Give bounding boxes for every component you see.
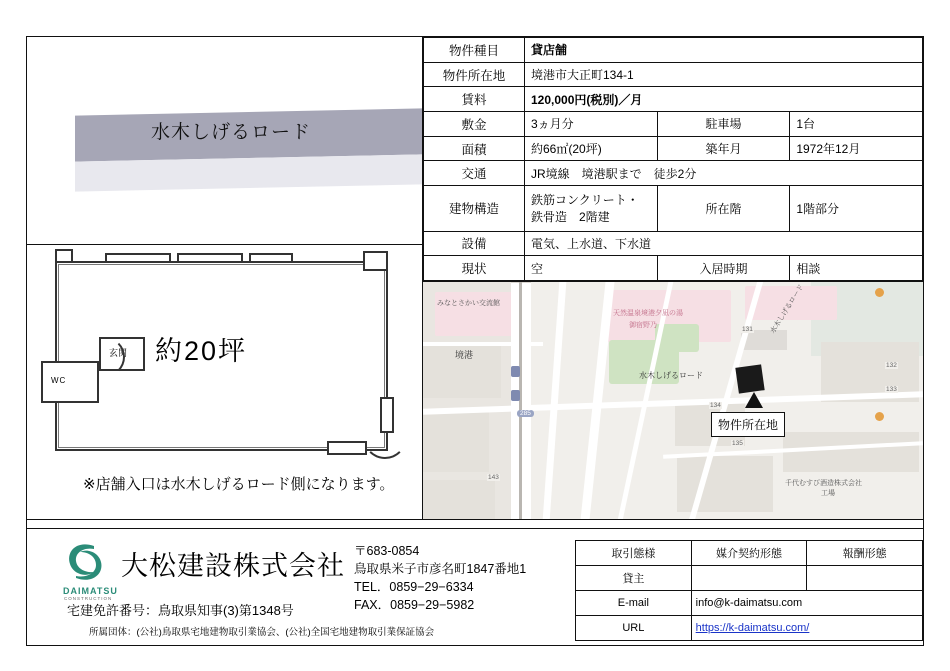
company-name: 大松建設株式会社 (121, 551, 345, 581)
spec-label-parking: 駐車場 (657, 112, 790, 137)
value-contract-type (691, 566, 807, 591)
road-name-label: 水木しげるロード (151, 122, 312, 143)
spec-label-built: 築年月 (657, 136, 790, 161)
header-fee-type: 報酬形態 (807, 541, 923, 566)
map-badge-131: 131 (742, 326, 753, 333)
spec-label-structure: 建物構造 (424, 186, 525, 231)
map-label-koujou: 工場 (821, 490, 835, 497)
spec-label-movein: 入居時期 (657, 256, 790, 281)
plan-nub-top-right (363, 251, 388, 271)
road-band-lower (75, 154, 423, 191)
spec-label-status: 現状 (424, 256, 525, 281)
property-spec-table (423, 37, 923, 282)
table-row (424, 186, 923, 231)
spec-value-facilities: 電気、上水道、下水道 (525, 231, 923, 256)
footer (27, 520, 923, 645)
spec-value-deposit: 3ヵ月分 (525, 112, 658, 137)
spec-value-structure: 鉄筋コンクリート・鉄骨造 2階建 (525, 186, 658, 231)
map-label-onyado: 御宿野乃 (629, 322, 657, 329)
table-row (424, 256, 923, 281)
plan-nub-top-1 (105, 253, 171, 263)
floor-plan-panel (27, 245, 423, 520)
spec-value-area: 約66㎡(20坪) (525, 136, 658, 161)
spec-value-parking: 1台 (790, 112, 923, 137)
table-row (424, 231, 923, 256)
plan-nub-bottom-right (327, 441, 367, 455)
header-contract-type: 媒介契約形態 (691, 541, 807, 566)
map-block-2 (423, 412, 489, 472)
table-row (424, 112, 923, 137)
spec-value-movein: 相談 (790, 256, 923, 281)
map-label-kouryukan: みなとさかい交流館 (437, 300, 500, 307)
company-fax: FAX．0859−29−5982 (354, 598, 475, 612)
plan-nub-top-2 (177, 253, 243, 263)
value-transaction-type: 貸主 (576, 566, 692, 591)
transaction-table (575, 540, 923, 641)
property-marker-arrow (745, 392, 763, 408)
company-logo-text: DAIMATSU (63, 586, 118, 596)
company-logo-subtext: CONSTRUCTION (64, 596, 113, 601)
table-row (576, 566, 923, 591)
company-address: 鳥取県米子市彦名町1847番地1 (354, 562, 527, 576)
association-note: 所属団体：(公社)鳥取県宅地建物取引業協会、(公社)全国宅地建物取引業保証協会 (89, 627, 435, 638)
spec-label-facilities: 設備 (424, 231, 525, 256)
spec-label-kind: 物件種目 (424, 38, 525, 63)
map-poi-icon-1 (511, 390, 520, 401)
table-row (576, 616, 923, 641)
label-email: E-mail (576, 591, 692, 616)
spec-value-status: 空 (525, 256, 658, 281)
spec-value-floor: 1階部分 (790, 186, 923, 231)
map-badge-143: 143 (488, 474, 499, 481)
table-row (424, 38, 923, 63)
map-pin-1 (875, 288, 884, 297)
map-station-icon (511, 366, 520, 377)
value-fee-type (807, 566, 923, 591)
spec-value-rent: 120,000円(税別)／月 (525, 87, 923, 112)
table-row (576, 541, 923, 566)
map-station-label: 境港 (455, 350, 474, 360)
value-url[interactable]: https://k-daimatsu.com/ (691, 616, 922, 641)
spec-label-deposit: 敷金 (424, 112, 525, 137)
footer-divider (27, 528, 923, 529)
table-row (424, 62, 923, 87)
header-transaction-type: 取引態様 (576, 541, 692, 566)
spec-label-address: 物件所在地 (424, 62, 525, 87)
map-label-onsen: 天然温泉境港夕凪の湯 (613, 310, 683, 317)
door-swing-arc (85, 337, 128, 377)
table-row (424, 136, 923, 161)
door-swing-arc-right (363, 415, 407, 459)
map-badge-134: 134 (710, 402, 721, 409)
plan-nub-top-left (55, 249, 73, 263)
entrance-label: 玄関 (109, 348, 128, 358)
map-railway (519, 282, 522, 520)
value-email[interactable]: info@k-daimatsu.com (691, 591, 922, 616)
map-block-6 (783, 432, 919, 472)
spec-label-floor: 所在階 (657, 186, 790, 231)
restroom-label: WC (51, 376, 67, 385)
table-row (576, 591, 923, 616)
map-block-5 (677, 456, 773, 512)
map-label-sakaguramoto: 千代むすび酒造株式会社 (785, 480, 862, 487)
label-url: URL (576, 616, 692, 641)
company-postal: 〒683-0854 (354, 544, 420, 558)
map-badge-135: 135 (732, 440, 743, 447)
license-number: 宅建免許番号：鳥取県知事(3)第1348号 (67, 603, 294, 618)
spec-label-area: 面積 (424, 136, 525, 161)
road-illustration-panel (27, 37, 423, 245)
spec-label-rent: 賃料 (424, 87, 525, 112)
table-row (424, 161, 923, 186)
plan-nub-top-3 (249, 253, 293, 263)
spec-value-kind: 貸店舗 (525, 38, 923, 63)
spec-label-access: 交通 (424, 161, 525, 186)
property-location-callout: 物件所在地 (711, 412, 785, 437)
table-row (424, 87, 923, 112)
map-label-mizuki-road-1: 水木しげるロード (769, 283, 806, 335)
spec-value-built: 1972年12月 (790, 136, 923, 161)
spec-value-access: JR境線 境港駅まで 徒歩2分 (525, 161, 923, 186)
spec-value-address: 境港市大正町134-1 (525, 62, 923, 87)
company-tel: TEL．0859−29−6334 (354, 580, 474, 594)
property-marker (735, 364, 764, 393)
floor-area-label: 約20坪 (155, 336, 248, 366)
map-badge-132: 132 (886, 362, 897, 369)
map-badge-133: 133 (886, 386, 897, 393)
location-map[interactable] (423, 282, 923, 520)
entrance-note: ※店舗入口は水木しげるロード側になります。 (83, 476, 395, 493)
map-block-3 (423, 480, 495, 520)
map-label-mizuki-road-2: 水木しげるロード (639, 371, 703, 380)
company-address-block (354, 542, 526, 614)
map-pin-2 (875, 412, 884, 421)
company-logo-icon (62, 540, 108, 584)
map-badge-285: 285 (517, 410, 534, 417)
map-road-6 (423, 342, 543, 346)
